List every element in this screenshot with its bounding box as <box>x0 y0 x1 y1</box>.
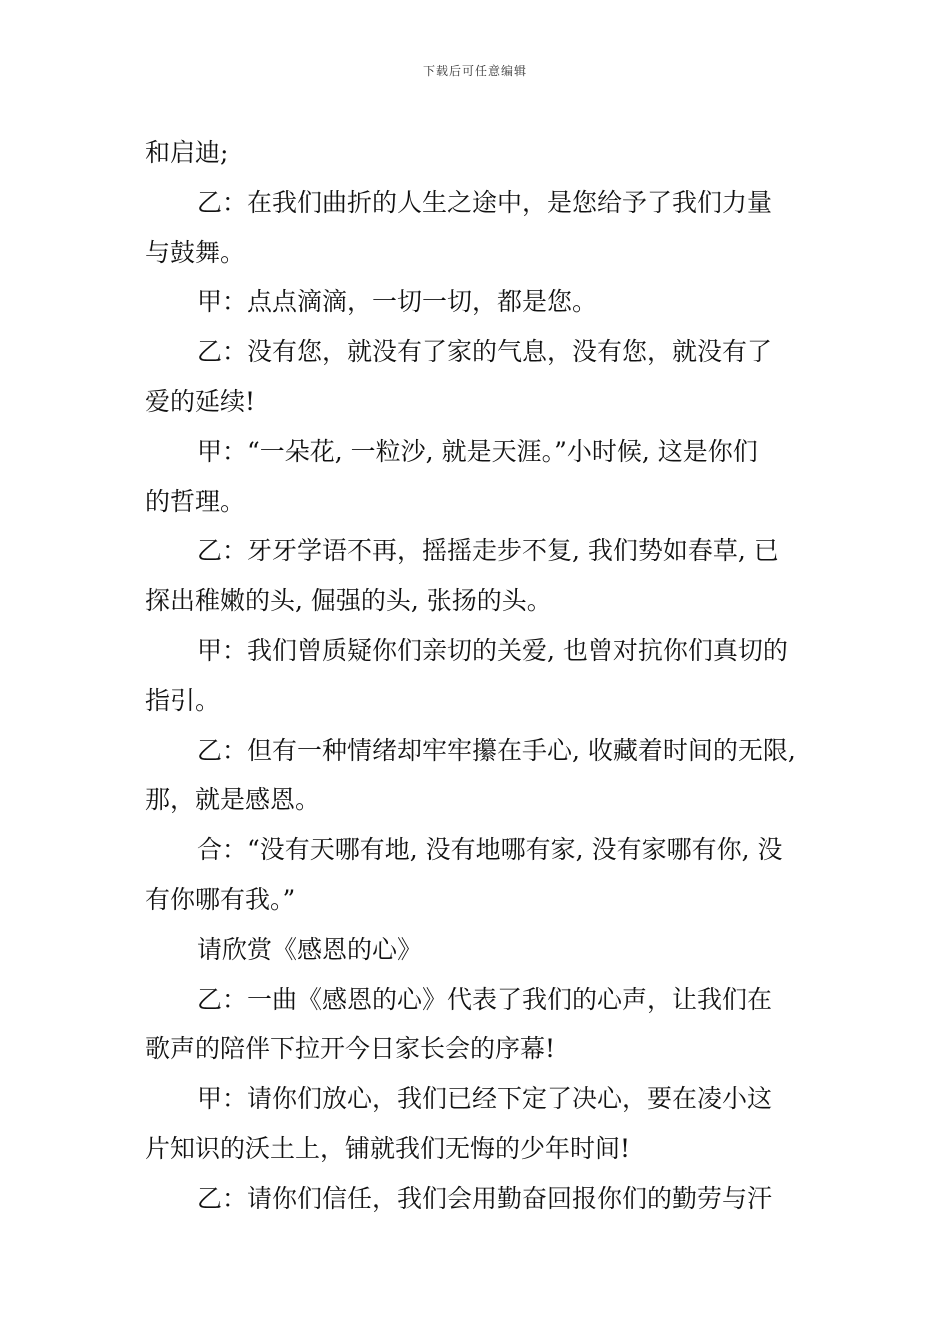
text-line: 甲：点点滴滴，一切一切，都是您。 <box>197 287 598 317</box>
text-line: 指引。 <box>145 685 221 715</box>
text-line: 片知识的沃土上，铺就我们无悔的少年时间! <box>145 1133 631 1163</box>
text-line: 甲：我们曾质疑你们亲切的关爱, 也曾对抗你们真切的 <box>197 635 788 665</box>
text-line: 合：“没有天哪有地, 没有地哪有家, 没有家哪有你, 没 <box>197 835 783 865</box>
text-line: 那，就是感恩。 <box>145 785 321 815</box>
text-line: 与鼓舞。 <box>145 237 246 267</box>
text-line: 爱的延续! <box>145 386 256 416</box>
text-line: 甲：请你们放心，我们已经下定了决心，要在凌小这 <box>197 1084 773 1114</box>
text-line: 请欣赏《感恩的心》 <box>197 934 423 964</box>
document-body <box>145 128 825 1224</box>
text-line: 乙：没有您，就没有了家的气息，没有您，就没有了 <box>197 337 773 367</box>
text-line: 乙：请你们信任，我们会用勤奋回报你们的勤劳与汗 <box>197 1183 773 1213</box>
text-line: 有你哪有我。” <box>145 884 296 914</box>
text-line: 乙：一曲《感恩的心》代表了我们的心声，让我们在 <box>197 984 773 1014</box>
text-line: 歌声的陪伴下拉开今日家长会的序幕! <box>145 1034 556 1064</box>
text-line: 乙：在我们曲折的人生之途中，是您给予了我们力量 <box>197 187 773 217</box>
text-line: 乙：但有一种情绪却牢牢攥在手心, 收藏着时间的无限, <box>197 735 796 765</box>
page-header-note: 下载后可任意编辑 <box>422 64 527 78</box>
text-line: 和启迪; <box>145 138 229 167</box>
text-line: 探出稚嫩的头, 倔强的头, 张扬的头。 <box>145 586 552 616</box>
text-line: 甲：“一朵花, 一粒沙, 就是天涯。”小时候, 这是你们 <box>197 436 758 466</box>
text-line: 的哲理。 <box>145 486 246 516</box>
text-line: 乙：牙牙学语不再，摇摇走步不复, 我们势如春草, 已 <box>197 536 779 566</box>
